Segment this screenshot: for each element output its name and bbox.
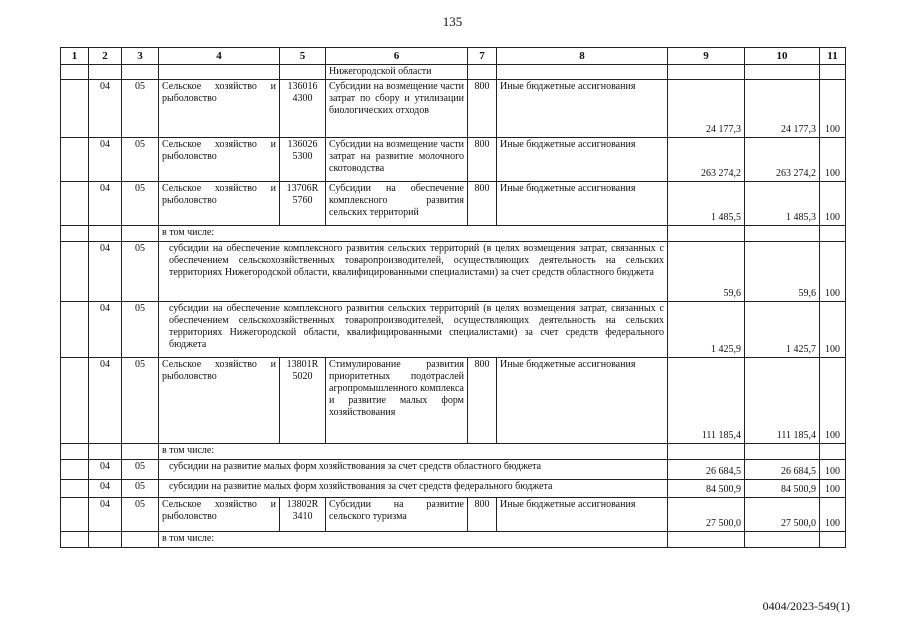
- expense-type-name: Иные бюджетные ассигнования: [497, 138, 668, 182]
- planned-amount: 59,6: [668, 242, 745, 302]
- empty-cell: [745, 532, 820, 548]
- executed-amount: 59,6: [745, 242, 820, 302]
- empty-cell: [745, 444, 820, 460]
- row-index-cell: [61, 80, 89, 138]
- empty-cell: [820, 532, 846, 548]
- expense-type-code: 800: [468, 138, 497, 182]
- section-name: Сельское хозяйство и рыболовство: [159, 182, 280, 226]
- row-index-cell: [61, 498, 89, 532]
- budget-table: [60, 47, 846, 548]
- row-index-cell: [61, 480, 89, 498]
- target-item-name: Субсидии на обеспечение комплексного развития сельских территорий: [326, 182, 468, 226]
- section-name: Сельское хозяйство и рыболовство: [159, 498, 280, 532]
- execution-percent: 100: [820, 480, 846, 498]
- planned-amount: 84 500,9: [668, 480, 745, 498]
- header-row: [61, 48, 846, 65]
- empty-cell: [668, 226, 745, 242]
- table-row: [61, 480, 846, 498]
- target-item-code: 13706R 5760: [280, 182, 326, 226]
- subsidy-description: субсидии на развитие малых форм хозяйствования за счет средств областного бюджета: [159, 460, 668, 480]
- target-item-name: Субсидии на развитие сельского туризма: [326, 498, 468, 532]
- execution-percent: 100: [820, 182, 846, 226]
- empty-cell: [61, 65, 89, 80]
- section-code: 04: [89, 138, 122, 182]
- column-header-4: 4: [159, 48, 280, 65]
- planned-amount: 24 177,3: [668, 80, 745, 138]
- table-row: [61, 65, 846, 80]
- planned-amount: 263 274,2: [668, 138, 745, 182]
- column-header-8: 8: [497, 48, 668, 65]
- subsection-code: 05: [122, 460, 159, 480]
- section-code: 04: [89, 460, 122, 480]
- document-code: 0404/2023-549(1): [762, 599, 850, 613]
- target-item-name: Нижегородской области: [326, 65, 468, 80]
- column-header-9: 9: [668, 48, 745, 65]
- row-index-cell: [61, 460, 89, 480]
- column-header-10: 10: [745, 48, 820, 65]
- empty-cell: [820, 65, 846, 80]
- empty-cell: [122, 532, 159, 548]
- empty-cell: [89, 532, 122, 548]
- column-header-5: 5: [280, 48, 326, 65]
- table-row: [61, 226, 846, 242]
- empty-cell: [89, 444, 122, 460]
- expense-type-name: Иные бюджетные ассигнования: [497, 358, 668, 444]
- planned-amount: 27 500,0: [668, 498, 745, 532]
- empty-cell: [468, 65, 497, 80]
- subsection-code: 05: [122, 138, 159, 182]
- section-code: 04: [89, 480, 122, 498]
- table-row: [61, 460, 846, 480]
- column-header-2: 2: [89, 48, 122, 65]
- empty-cell: [122, 444, 159, 460]
- empty-cell: [61, 226, 89, 242]
- expense-type-name: Иные бюджетные ассигнования: [497, 80, 668, 138]
- target-item-name: Субсидии на возмещение части затрат на развитие молочного скотоводства: [326, 138, 468, 182]
- section-code: 04: [89, 80, 122, 138]
- section-name: Сельское хозяйство и рыболовство: [159, 358, 280, 444]
- subsection-code: 05: [122, 358, 159, 444]
- expense-type-code: 800: [468, 182, 497, 226]
- subsidy-description: субсидии на обеспечение комплексного развития сельских территорий (в целях возмещения затрат, связанных с обеспечением сельскохозяйственных товаропроизводителей, осуществляющих деятельность на сельских территориях Нижегородской области, квалифицированными специалистами) за счет средств областного бюджета: [159, 242, 668, 302]
- subsidy-description: субсидии на развитие малых форм хозяйствования за счет средств федерального бюджета: [159, 480, 668, 498]
- expense-type-code: 800: [468, 358, 497, 444]
- expense-type-code: 800: [468, 498, 497, 532]
- empty-cell: [89, 226, 122, 242]
- empty-cell: [122, 226, 159, 242]
- planned-amount: 1 485,5: [668, 182, 745, 226]
- execution-percent: 100: [820, 302, 846, 358]
- executed-amount: 27 500,0: [745, 498, 820, 532]
- execution-percent: 100: [820, 80, 846, 138]
- subsection-code: 05: [122, 242, 159, 302]
- execution-percent: 100: [820, 460, 846, 480]
- row-index-cell: [61, 182, 89, 226]
- expense-type-name: Иные бюджетные ассигнования: [497, 182, 668, 226]
- subsidy-description: субсидии на обеспечение комплексного развития сельских территорий (в целях возмещения затрат, связанных с обеспечением сельскохозяйственных товаропроизводителей, осуществляющих деятельность на сельских территориях Нижегородской области, квалифицированными специалистами) за счет средств федерального бюджета: [159, 302, 668, 358]
- table-row: [61, 358, 846, 444]
- empty-cell: [668, 65, 745, 80]
- empty-cell: [61, 532, 89, 548]
- row-index-cell: [61, 242, 89, 302]
- executed-amount: 1 425,7: [745, 302, 820, 358]
- planned-amount: 26 684,5: [668, 460, 745, 480]
- including-label: в том числе:: [159, 444, 668, 460]
- target-item-code: 13802R 3410: [280, 498, 326, 532]
- empty-cell: [668, 532, 745, 548]
- empty-cell: [745, 65, 820, 80]
- expense-type-name: Иные бюджетные ассигнования: [497, 498, 668, 532]
- row-index-cell: [61, 358, 89, 444]
- target-item-code: 136026 5300: [280, 138, 326, 182]
- subsection-code: 05: [122, 480, 159, 498]
- executed-amount: 111 185,4: [745, 358, 820, 444]
- column-header-11: 11: [820, 48, 846, 65]
- execution-percent: 100: [820, 358, 846, 444]
- executed-amount: 1 485,3: [745, 182, 820, 226]
- execution-percent: 100: [820, 242, 846, 302]
- section-code: 04: [89, 498, 122, 532]
- section-code: 04: [89, 182, 122, 226]
- target-item-name: Стимулирование развития приоритетных подотраслей агропромышленного комплекса и развитие малых форм хозяйствования: [326, 358, 468, 444]
- empty-cell: [89, 65, 122, 80]
- column-header-6: 6: [326, 48, 468, 65]
- execution-percent: 100: [820, 498, 846, 532]
- table-row: [61, 80, 846, 138]
- subsection-code: 05: [122, 182, 159, 226]
- planned-amount: 111 185,4: [668, 358, 745, 444]
- table-row: [61, 302, 846, 358]
- empty-cell: [745, 226, 820, 242]
- empty-cell: [159, 65, 280, 80]
- empty-cell: [820, 444, 846, 460]
- section-code: 04: [89, 358, 122, 444]
- subsection-code: 05: [122, 498, 159, 532]
- executed-amount: 24 177,3: [745, 80, 820, 138]
- row-index-cell: [61, 302, 89, 358]
- row-index-cell: [61, 138, 89, 182]
- table-row: [61, 138, 846, 182]
- table-row: [61, 182, 846, 226]
- section-code: 04: [89, 242, 122, 302]
- empty-cell: [497, 65, 668, 80]
- empty-cell: [820, 226, 846, 242]
- empty-cell: [122, 65, 159, 80]
- section-name: Сельское хозяйство и рыболовство: [159, 80, 280, 138]
- column-header-1: 1: [61, 48, 89, 65]
- table-row: [61, 532, 846, 548]
- subsection-code: 05: [122, 302, 159, 358]
- empty-cell: [61, 444, 89, 460]
- expense-type-code: 800: [468, 80, 497, 138]
- empty-cell: [280, 65, 326, 80]
- section-name: Сельское хозяйство и рыболовство: [159, 138, 280, 182]
- column-header-7: 7: [468, 48, 497, 65]
- table-row: [61, 242, 846, 302]
- executed-amount: 26 684,5: [745, 460, 820, 480]
- section-code: 04: [89, 302, 122, 358]
- page-number: 135: [442, 14, 463, 29]
- planned-amount: 1 425,9: [668, 302, 745, 358]
- target-item-code: 136016 4300: [280, 80, 326, 138]
- execution-percent: 100: [820, 138, 846, 182]
- column-header-3: 3: [122, 48, 159, 65]
- table-row: [61, 444, 846, 460]
- table-row: [61, 498, 846, 532]
- executed-amount: 263 274,2: [745, 138, 820, 182]
- including-label: в том числе:: [159, 226, 668, 242]
- target-item-code: 13801R 5020: [280, 358, 326, 444]
- subsection-code: 05: [122, 80, 159, 138]
- executed-amount: 84 500,9: [745, 480, 820, 498]
- target-item-name: Субсидии на возмещение части затрат по сбору и утилизации биологических отходов: [326, 80, 468, 138]
- empty-cell: [668, 444, 745, 460]
- including-label: в том числе:: [159, 532, 668, 548]
